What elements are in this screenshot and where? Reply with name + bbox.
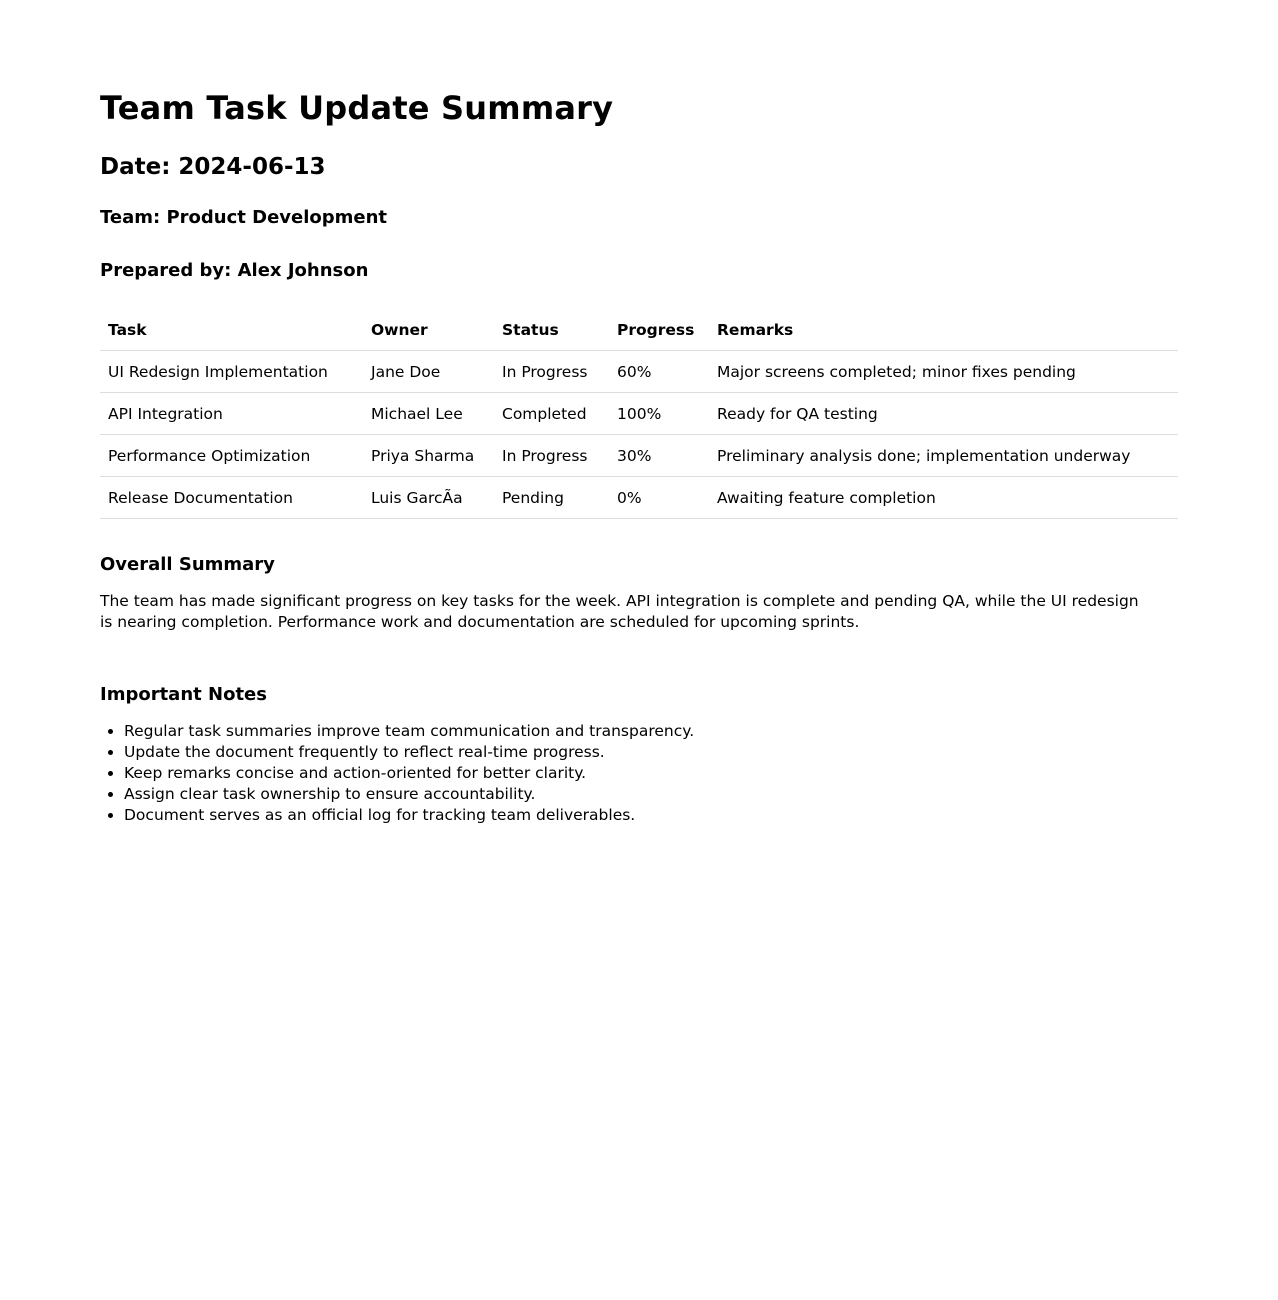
list-item: • Document serves as an official log for tracking team deliverables. [124,805,1178,826]
prepared-by: Prepared by: Alex Johnson [100,260,369,281]
progress-cell: 60% [609,351,709,393]
remarks-cell: Awaiting feature completion [709,477,1178,519]
team-name: Team: Product Development [100,207,388,228]
task-cell: Performance Optimization [100,435,363,477]
progress-cell: 100% [609,393,709,435]
owner-cell: Michael Lee [363,393,494,435]
column-header-status: Status [494,310,609,351]
column-header-owner: Owner [363,310,494,351]
table-row [100,351,1178,393]
list-item: • Update the document frequently to reflect real-time progress. [124,742,1178,763]
task-table [100,310,1178,519]
notes-list [100,721,1178,826]
table-row [100,477,1178,519]
progress-cell: 30% [609,435,709,477]
list-item: • Keep remarks concise and action-oriented for better clarity. [124,763,1178,784]
status-cell: In Progress [494,435,609,477]
owner-cell: Luis GarcÃa [363,477,494,519]
remarks-cell: Major screens completed; minor fixes pending [709,351,1178,393]
owner-cell: Jane Doe [363,351,494,393]
column-header-task: Task [100,310,363,351]
table-header-row [100,310,1178,351]
status-cell: In Progress [494,351,609,393]
progress-cell: 0% [609,477,709,519]
task-cell: Release Documentation [100,477,363,519]
status-cell: Completed [494,393,609,435]
column-header-remarks: Remarks [709,310,1178,351]
owner-cell: Priya Sharma [363,435,494,477]
status-cell: Pending [494,477,609,519]
column-header-progress: Progress [609,310,709,351]
summary-text: The team has made significant progress on key tasks for the week. API integration is complete and pending QA, while the UI redesign is nearing completion. Performance work and documentation are scheduled for upcoming sprints. [100,592,1139,631]
document-title: Team Task Update Summary [100,89,614,127]
list-item: • Regular task summaries improve team communication and transparency. [124,721,1178,742]
list-item: • Assign clear task ownership to ensure accountability. [124,784,1178,805]
remarks-cell: Ready for QA testing [709,393,1178,435]
summary-heading: Overall Summary [100,554,275,575]
remarks-cell: Preliminary analysis done; implementation underway [709,435,1178,477]
table-row [100,435,1178,477]
table-row [100,393,1178,435]
task-cell: UI Redesign Implementation [100,351,363,393]
document-date: Date: 2024-06-13 [100,154,326,180]
notes-heading: Important Notes [100,684,267,705]
task-cell: API Integration [100,393,363,435]
